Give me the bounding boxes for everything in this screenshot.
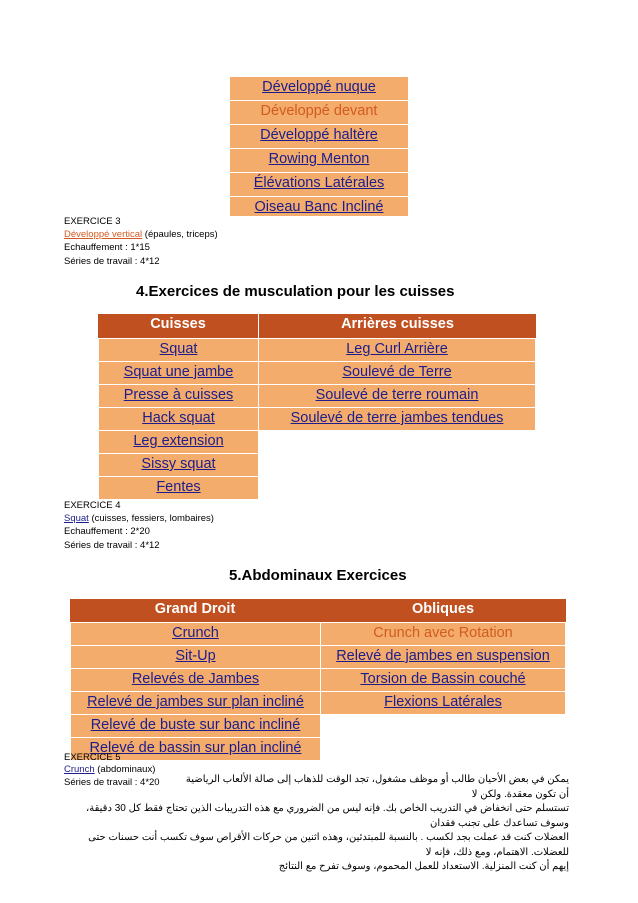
link-crunch[interactable]: Crunch [172, 625, 219, 641]
section-4-title: 4.Exercices de musculation pour les cuisses [136, 283, 455, 300]
table-cell [70, 714, 321, 738]
link-releve-bassin-plan-incline[interactable]: Relevé de bassin sur plan incliné [89, 740, 302, 756]
link-oiseau-banc-incline[interactable]: Oiseau Banc Incliné [254, 199, 384, 215]
exercise-3-line [64, 229, 218, 241]
link-presse-a-cuisses[interactable]: Presse à cuisses [123, 387, 234, 403]
exercise-4-line [64, 513, 214, 525]
table-cell [98, 361, 259, 385]
link-developpe-haltere[interactable]: Développé haltère [260, 127, 378, 143]
table-cell [258, 338, 536, 362]
link-rowing-menton[interactable]: Rowing Menton [268, 151, 370, 167]
link-hack-squat[interactable]: Hack squat [142, 410, 215, 426]
link-torsion-bassin-couche[interactable]: Torsion de Bassin couché [360, 671, 526, 687]
table-header-obliques: Obliques [320, 599, 566, 623]
exercise-5-muscles: (abdominaux) [97, 764, 156, 775]
link-souleve-de-terre-jambes-tendues[interactable]: Soulevé de terre jambes tendues [290, 410, 504, 426]
table-cell [320, 668, 566, 692]
table-header-cuisses: Cuisses [98, 314, 258, 338]
table-cell [320, 622, 566, 646]
link-developpe-nuque[interactable]: Développé nuque [262, 79, 376, 95]
link-squat[interactable]: Squat [159, 341, 198, 357]
exercise-4-heading: EXERCICE 4 [64, 500, 121, 511]
table-cell [70, 691, 321, 715]
exercise-5-link[interactable]: Crunch [64, 764, 95, 775]
table-cell [98, 476, 259, 500]
exercise-3-work-sets: Séries de travail : 4*12 [64, 256, 160, 267]
exercise-3-warmup: Echauffement : 1*15 [64, 242, 150, 253]
table-cell [229, 100, 409, 125]
table-cell [320, 691, 566, 715]
exercise-4-link[interactable]: Squat [64, 513, 89, 524]
table-cell [258, 361, 536, 385]
table-cell [229, 148, 409, 173]
exercise-5-work-sets: Séries de travail : 4*20 [64, 777, 160, 788]
link-souleve-de-terre-roumain[interactable]: Soulevé de terre roumain [315, 387, 479, 403]
exercise-4-work-sets: Séries de travail : 4*12 [64, 540, 160, 551]
text-crunch-avec-rotation: Crunch avec Rotation [373, 625, 513, 641]
exercise-5-heading: EXERCICE 5 [64, 752, 121, 763]
table-cell [258, 384, 536, 408]
link-fentes[interactable]: Fentes [156, 479, 201, 495]
description-line: تستسلم حتى انخفاض في التدريب الخاص بك. فإنه ليس من الضروري مع هذه التدريبات الذين تحتاج فقط كل 30 دقيقة، وسوف تساعدك على تجنب فقدان [86, 803, 569, 829]
link-sit-up[interactable]: Sit-Up [175, 648, 216, 664]
link-flexions-laterales[interactable]: Flexions Latérales [384, 694, 502, 710]
link-squat-une-jambe[interactable]: Squat une jambe [123, 364, 234, 380]
table-cell [70, 622, 321, 646]
table-cell [98, 453, 259, 477]
table-cell [229, 124, 409, 149]
table-header-grand-droit: Grand Droit [70, 599, 320, 623]
exercise-3-heading: EXERCICE 3 [64, 216, 121, 227]
table-cell [98, 430, 259, 454]
description-line: العضلات كنت قد عملت بجد لكسب . بالنسبة للمبتدئين، وهذه اثنين من حركات الأقراص سوف تكسب أنت حسنات حتى للعضلات. الاهتمام، ومع ذلك، فإنه لا [88, 832, 569, 858]
table-cell [229, 172, 409, 197]
exercise-3-link[interactable]: Développé vertical [64, 229, 143, 240]
table-cell [229, 76, 409, 101]
table-cell [98, 338, 259, 362]
table-cell [70, 645, 321, 669]
table-cell [320, 645, 566, 669]
link-releves-de-jambes[interactable]: Relevés de Jambes [131, 671, 260, 687]
table-cell [98, 407, 259, 431]
link-releve-buste-banc-incline[interactable]: Relevé de buste sur banc incliné [90, 717, 301, 733]
link-releve-jambes-plan-incline[interactable]: Relevé de jambes sur plan incliné [87, 694, 304, 710]
section-5-title: 5.Abdominaux Exercices [229, 567, 407, 584]
link-souleve-de-terre[interactable]: Soulevé de Terre [342, 364, 452, 380]
link-sissy-squat[interactable]: Sissy squat [141, 456, 216, 472]
text-developpe-devant: Développé devant [260, 103, 378, 119]
table-cell [258, 407, 536, 431]
table-cell [70, 668, 321, 692]
link-releve-jambes-suspension[interactable]: Relevé de jambes en suspension [336, 648, 550, 664]
table-header-arrieres-cuisses: Arrières cuisses [259, 314, 536, 338]
exercise-5-description [64, 773, 569, 875]
exercise-4-warmup: Echauffement : 2*20 [64, 526, 150, 537]
link-leg-curl-arriere[interactable]: Leg Curl Arrière [346, 341, 448, 357]
table-cell [229, 196, 409, 217]
link-leg-extension[interactable]: Leg extension [133, 433, 224, 449]
exercise-3-muscles: (épaules, triceps) [144, 229, 218, 240]
table-cell [98, 384, 259, 408]
description-line: يمكن في بعض الأحيان طالب أو موظف مشغول، تجد الوقت للذهاب إلى صالة الألعاب الرياضية أن تكون معقدة. ولكن لا [185, 774, 569, 800]
link-elevations-laterales[interactable]: Élévations Latérales [253, 175, 385, 191]
description-line: إيهم أن كنت المنزلية. الاستعداد للعمل المحموم، وسوف تفرح مع النتائج [278, 861, 569, 872]
exercise-4-muscles: (cuisses, fessiers, lombaires) [91, 513, 214, 524]
